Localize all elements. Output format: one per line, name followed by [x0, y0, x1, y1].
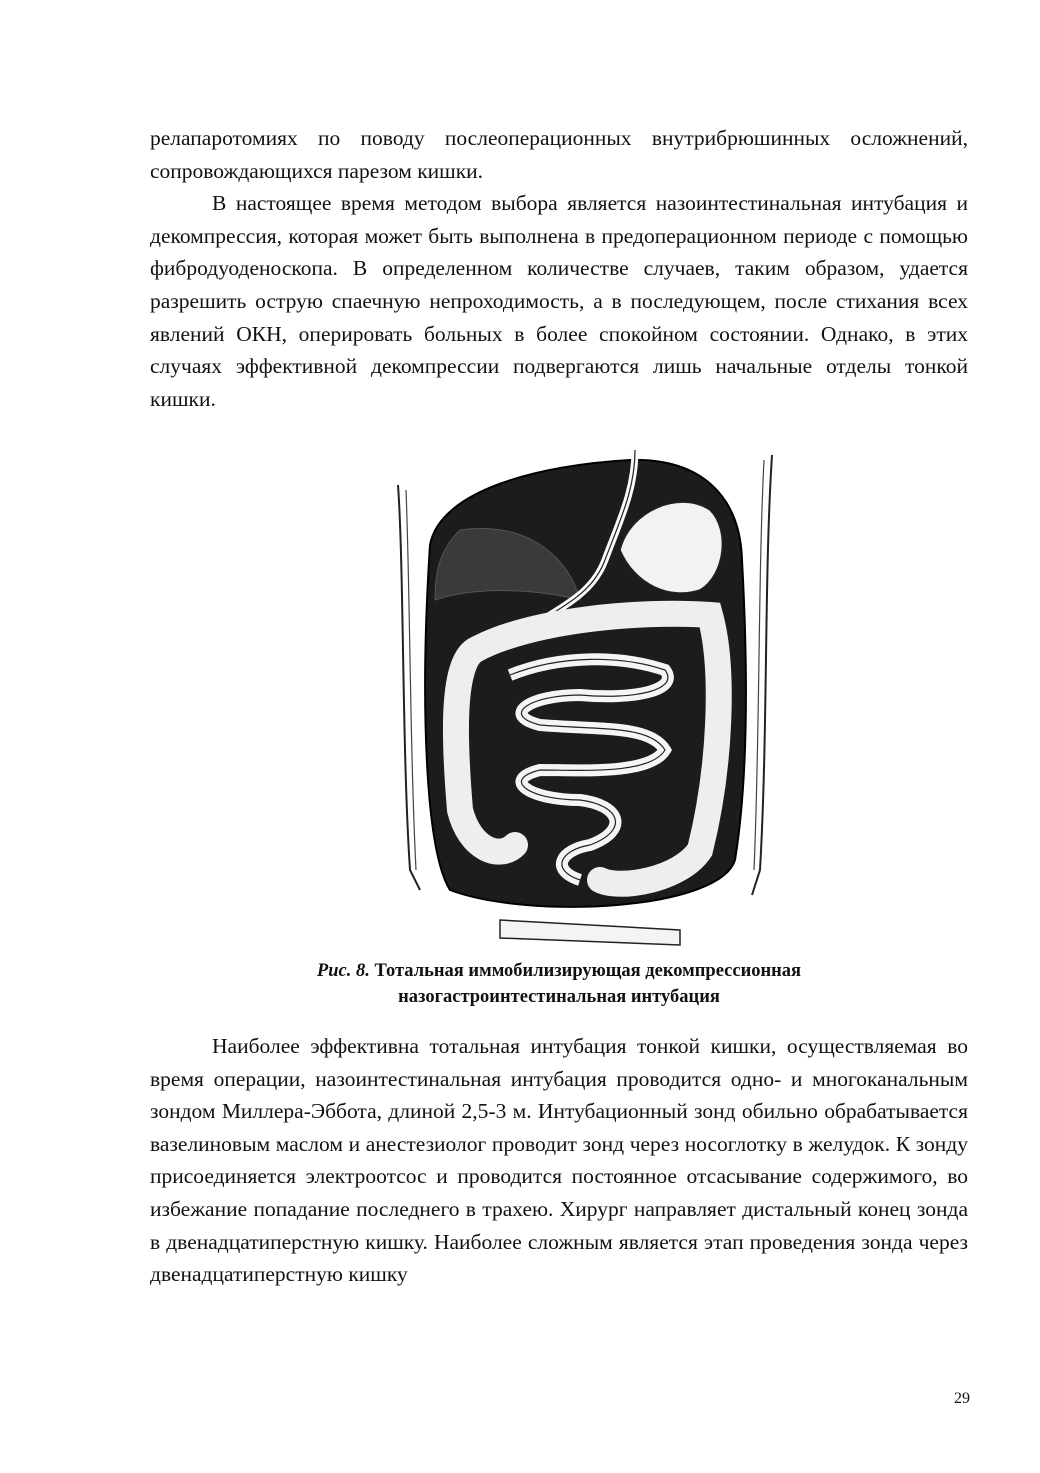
anatomical-illustration	[380, 450, 790, 950]
figure-label: Рис. 8.	[316, 961, 370, 981]
text-block-bottom	[150, 1030, 968, 1291]
figure-intestinal-intubation	[380, 450, 790, 950]
caption-line-2: назогастроинтестинальная интубация	[398, 987, 720, 1007]
paragraph: Наиболее эффективна тотальная интубация тонкой кишки, осуществляемая во время операции, назоинтестинальная интубация проводится одно- и многоканальным зондом Миллера-Эббота, длиной 2,5-3 м. Интубационный зонд обильно обрабатывается вазелиновым маслом и анестезиолог проводит зонд через носоглотку в желудок. К зонду присоединяется электроотсос и проводится постоянное отсасывание содержимого, во избежание попадание последнего в трахею. Хирург направляет дистальный конец зонда в двенадцатиперстную кишку. Наиболее сложным является этап проведения зонда через двенадцатиперстную кишку	[150, 1034, 968, 1287]
text-block-top	[150, 122, 968, 415]
caption-line-1: Тотальная иммобилизирующая декомпрессионная	[374, 961, 802, 981]
figure-caption	[150, 958, 968, 1010]
page-number: 29	[954, 1390, 970, 1407]
paragraph: В настоящее время методом выбора является назоинтестинальная интубация и декомпрессия, которая может быть выполнена в предоперационном периоде с помощью фибродуоденоскопа. В определенном количестве случаев, таким образом, удается разрешить острую спаечную непроходимость, а в последующем, после стихания всех явлений ОКН, оперировать больных в более спокойном состоянии. Однако, в этих случаях эффективной декомпрессии подвергаются лишь начальные отделы тонкой кишки.	[150, 191, 968, 411]
paragraph: релапаротомиях по поводу послеоперационных внутрибрюшинных осложнений, сопровождающихся парезом кишки.	[150, 126, 968, 183]
